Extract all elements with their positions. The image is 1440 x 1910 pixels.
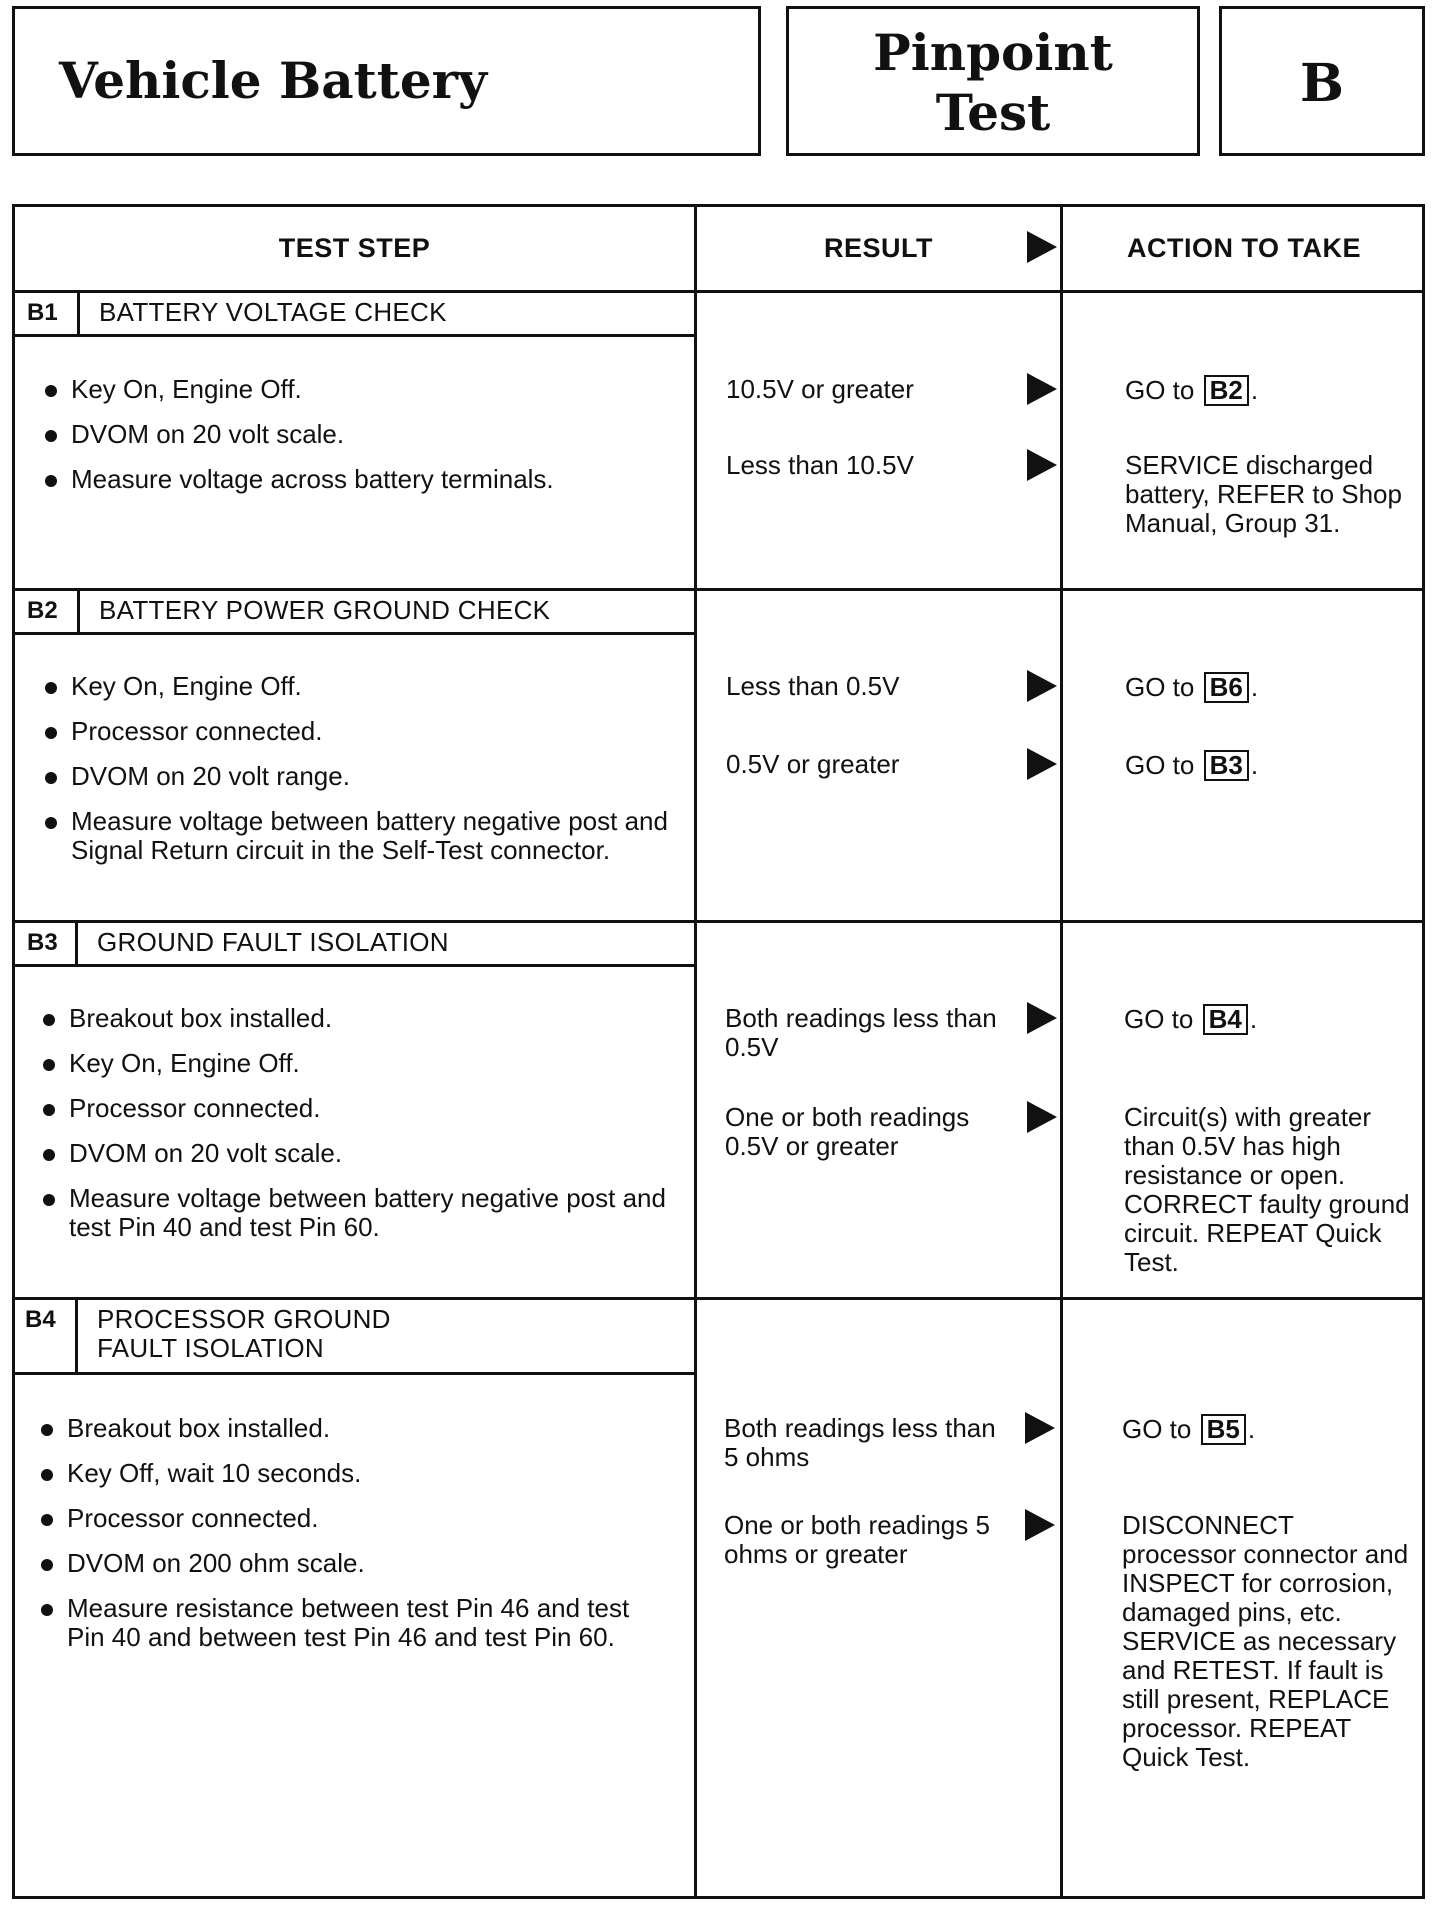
column-divider [1060,207,1063,1896]
result-arrow-icon [1027,1002,1057,1034]
step-id-divider [75,923,78,966]
step-title-divider [15,334,694,337]
result-text: One or both readings 5 ohms or greater [724,1510,990,1569]
result-text: Both readings less than 5 ohms [724,1413,996,1472]
column-header-action: ACTION TO TAKE [1127,232,1361,263]
list-item: DVOM on 20 volt scale. [41,420,681,449]
result-arrow-icon [1025,1412,1055,1444]
step-title-line1: PROCESSOR GROUND [97,1304,391,1334]
step-id-divider [75,1300,78,1374]
column-divider [694,207,697,1896]
bullet-icon [41,1424,53,1436]
test-letter: B [1300,53,1344,114]
page-title: Vehicle Battery [59,51,488,110]
action-text: GO to B6 . [1125,672,1259,702]
bullet-icon [45,772,57,784]
bullet-icon [43,1014,55,1026]
step-title-divider [15,632,694,635]
test-type-line1: Pinpoint [873,23,1113,82]
step-reference: B4 [1203,1004,1248,1035]
list-item: Measure resistance between test Pin 46 and test Pin 40 and between test Pin 46 and test Pin 60. [37,1594,657,1652]
bullet-icon [41,1604,53,1616]
step-id-divider [77,293,80,336]
list-item: Breakout box installed. [37,1414,657,1443]
step-id-divider [77,591,80,634]
bullet-icon [43,1104,55,1116]
step-title-line2: FAULT ISOLATION [97,1333,324,1363]
step-divider [15,588,1422,591]
list-item: DVOM on 20 volt range. [41,762,681,791]
result-text: 0.5V or greater [726,749,900,779]
list-item: Processor connected. [41,717,681,746]
step-id: B1 [27,299,58,326]
action-text: Circuit(s) with greater than 0.5V has high resistance or open. CORRECT faulty ground circuit. REPEAT Quick Test. [1124,1102,1410,1277]
test-type-line2: Test [935,83,1051,142]
step-instructions [39,1004,679,1258]
column-header-test-step: TEST STEP [278,232,431,263]
step-divider [15,920,1422,923]
bullet-icon [45,682,57,694]
action-text: DISCONNECT processor connector and INSPECT for corrosion, damaged pins, etc. SERVICE as necessary and RETEST. If fault is still present, REPLACE processor. REPEAT Quick Test. [1122,1510,1409,1772]
step-divider [15,1297,1422,1300]
step-reference: B5 [1201,1414,1246,1445]
list-item: Key On, Engine Off. [41,672,681,701]
step-reference: B2 [1204,375,1249,406]
list-item: Key Off, wait 10 seconds. [37,1459,657,1488]
action-text: GO to B4 . [1124,1004,1258,1034]
result-arrow-icon [1025,1509,1055,1541]
title-box [12,6,761,156]
result-arrow-icon [1027,670,1057,702]
bullet-icon [43,1194,55,1206]
step-id: B2 [27,597,58,624]
result-arrow-icon [1027,231,1057,263]
result-text: 10.5V or greater [726,374,914,404]
bullet-icon [41,1514,53,1526]
step-instructions [41,672,681,881]
step-title-divider [15,1372,694,1375]
column-header-result: RESULT [824,232,933,263]
result-text: Both readings less than 0.5V [725,1003,997,1062]
list-item: Key On, Engine Off. [41,375,681,404]
step-instructions [41,375,681,510]
list-item: Measure voltage between battery negative post and test Pin 40 and test Pin 60. [39,1184,679,1242]
result-arrow-icon [1027,1101,1057,1133]
result-text: Less than 0.5V [726,671,900,701]
list-item: Measure voltage between battery negative post and Signal Return circuit in the Self-Test connector. [41,807,681,865]
bullet-icon [45,727,57,739]
bullet-icon [41,1469,53,1481]
header-divider [15,290,1422,293]
result-arrow-icon [1027,748,1057,780]
step-id: B4 [25,1306,56,1333]
list-item: Breakout box installed. [39,1004,679,1033]
step-title: BATTERY VOLTAGE CHECK [99,297,447,327]
bullet-icon [45,817,57,829]
step-title-divider [15,964,694,967]
test-type-box [786,6,1200,156]
list-item: DVOM on 20 volt scale. [39,1139,679,1168]
list-item: DVOM on 200 ohm scale. [37,1549,657,1578]
result-arrow-icon [1027,373,1057,405]
pinpoint-test-table [12,204,1425,1899]
bullet-icon [45,475,57,487]
test-letter-box [1219,6,1425,156]
step-instructions [37,1414,657,1668]
action-text: GO to B5 . [1122,1414,1256,1444]
bullet-icon [43,1059,55,1071]
list-item: Measure voltage across battery terminals. [41,465,681,494]
list-item: Processor connected. [37,1504,657,1533]
step-title: BATTERY POWER GROUND CHECK [99,595,551,625]
result-text: One or both readings 0.5V or greater [725,1102,970,1161]
bullet-icon [43,1149,55,1161]
result-arrow-icon [1027,449,1057,481]
action-text: GO to B2 . [1125,375,1259,405]
list-item: Key On, Engine Off. [39,1049,679,1078]
step-reference: B6 [1204,672,1249,703]
bullet-icon [41,1559,53,1571]
list-item: Processor connected. [39,1094,679,1123]
step-title: GROUND FAULT ISOLATION [97,927,449,957]
step-reference: B3 [1204,750,1249,781]
result-text: Less than 10.5V [726,450,914,480]
action-text: SERVICE discharged battery, REFER to Shop Manual, Group 31. [1125,450,1402,538]
bullet-icon [45,385,57,397]
step-id: B3 [27,929,58,956]
action-text: GO to B3 . [1125,750,1259,780]
bullet-icon [45,430,57,442]
